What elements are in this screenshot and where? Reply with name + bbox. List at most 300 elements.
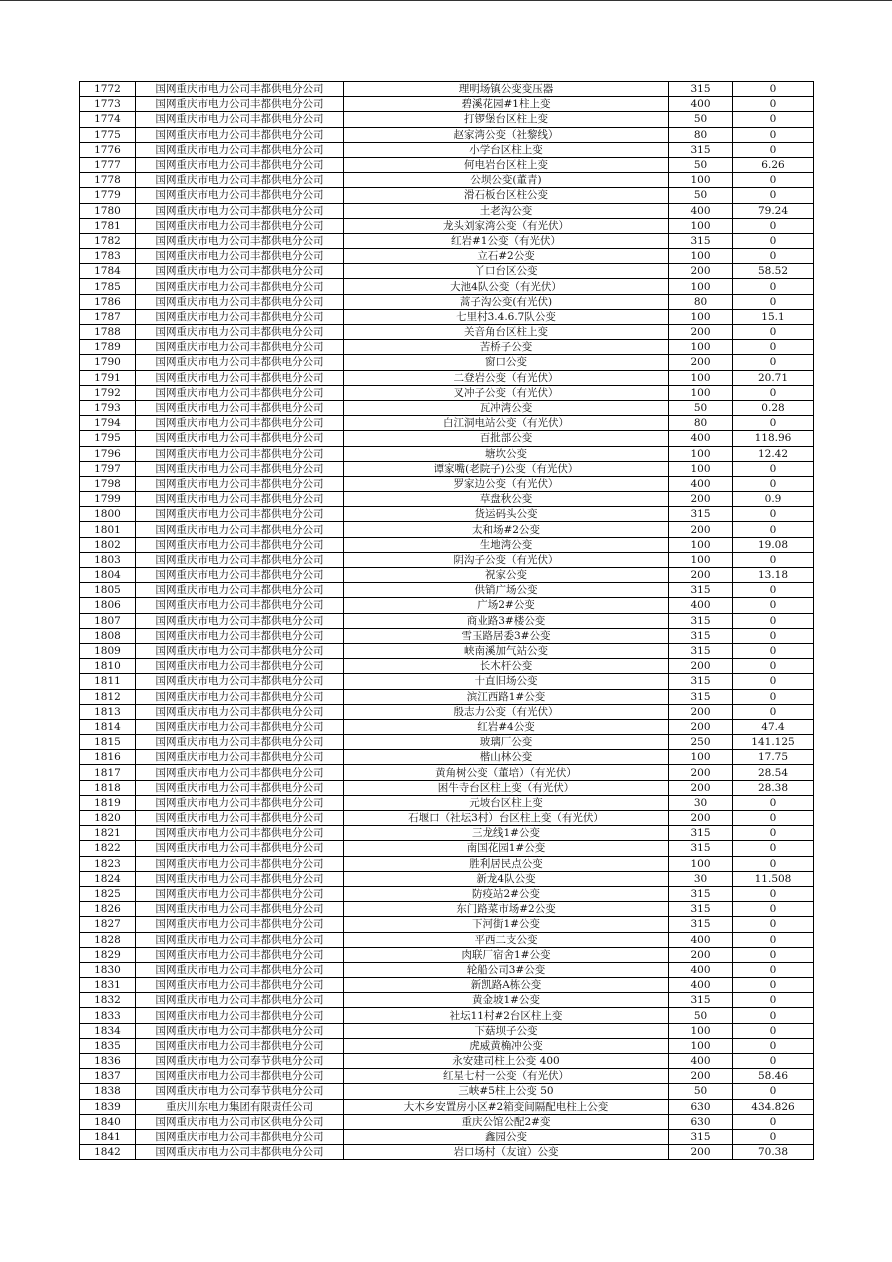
capacity-cell: 315: [669, 826, 733, 841]
row-number-cell: 1795: [80, 431, 136, 446]
capacity-cell: 50: [669, 157, 733, 172]
transformer-name-cell: 十直旧场公变: [344, 674, 669, 689]
transformer-name-cell: 打锣堡台区柱上变: [344, 112, 669, 127]
value-cell: 20.71: [733, 370, 814, 385]
value-cell: 0: [733, 598, 814, 613]
transformer-name-cell: 雪玉路居委3#公变: [344, 628, 669, 643]
row-number-cell: 1773: [80, 97, 136, 112]
table-row: [80, 568, 814, 583]
row-number-cell: 1830: [80, 962, 136, 977]
table-row: [80, 233, 814, 248]
value-cell: 0: [733, 294, 814, 309]
row-number-cell: 1783: [80, 249, 136, 264]
row-number-cell: 1774: [80, 112, 136, 127]
table-row: [80, 112, 814, 127]
capacity-cell: 315: [669, 917, 733, 932]
company-cell: 国网重庆市电力公司丰都供电分公司: [136, 309, 344, 324]
capacity-cell: 400: [669, 97, 733, 112]
transformer-name-cell: 大木乡安置房小区#2箱变间隔配电柱上公变: [344, 1099, 669, 1114]
value-cell: 0: [733, 476, 814, 491]
company-cell: 国网重庆市电力公司丰都供电分公司: [136, 188, 344, 203]
value-cell: 70.38: [733, 1145, 814, 1160]
row-number-cell: 1796: [80, 446, 136, 461]
value-cell: 13.18: [733, 568, 814, 583]
table-row: [80, 157, 814, 172]
capacity-cell: 80: [669, 416, 733, 431]
table-row: [80, 613, 814, 628]
company-cell: 国网重庆市电力公司丰都供电分公司: [136, 780, 344, 795]
value-cell: 0: [733, 947, 814, 962]
value-cell: 28.54: [733, 765, 814, 780]
capacity-cell: 50: [669, 1008, 733, 1023]
capacity-cell: 315: [669, 643, 733, 658]
row-number-cell: 1833: [80, 1008, 136, 1023]
transformer-name-cell: 永安建司柱上公变 400: [344, 1054, 669, 1069]
table-row: [80, 871, 814, 886]
capacity-cell: 80: [669, 294, 733, 309]
row-number-cell: 1785: [80, 279, 136, 294]
row-number-cell: 1832: [80, 993, 136, 1008]
capacity-cell: 200: [669, 719, 733, 734]
value-cell: 0: [733, 1114, 814, 1129]
table-row: [80, 264, 814, 279]
transformer-name-cell: 南国花园1#公变: [344, 841, 669, 856]
capacity-cell: 80: [669, 127, 733, 142]
table-row: [80, 780, 814, 795]
row-number-cell: 1837: [80, 1069, 136, 1084]
transformer-name-cell: 二登岩公变（有光伏）: [344, 370, 669, 385]
value-cell: 0: [733, 279, 814, 294]
row-number-cell: 1791: [80, 370, 136, 385]
value-cell: 0: [733, 962, 814, 977]
table-row: [80, 97, 814, 112]
transformer-name-cell: 供销广场公变: [344, 583, 669, 598]
company-cell: 国网重庆市电力公司丰都供电分公司: [136, 947, 344, 962]
company-cell: 国网重庆市电力公司市区供电分公司: [136, 1114, 344, 1129]
row-number-cell: 1821: [80, 826, 136, 841]
capacity-cell: 50: [669, 1084, 733, 1099]
capacity-cell: 100: [669, 173, 733, 188]
value-cell: 19.08: [733, 537, 814, 552]
table-row: [80, 795, 814, 810]
capacity-cell: 400: [669, 203, 733, 218]
value-cell: 0: [733, 856, 814, 871]
value-cell: 0: [733, 795, 814, 810]
value-cell: 0: [733, 1084, 814, 1099]
table-row: [80, 811, 814, 826]
table-row: [80, 400, 814, 415]
value-cell: 0.28: [733, 400, 814, 415]
value-cell: 0: [733, 82, 814, 97]
transformer-name-cell: 楷山林公变: [344, 750, 669, 765]
company-cell: 国网重庆市电力公司丰都供电分公司: [136, 826, 344, 841]
row-number-cell: 1825: [80, 886, 136, 901]
table-row: [80, 841, 814, 856]
transformer-name-cell: 叉冲子公变（有光伏）: [344, 385, 669, 400]
company-cell: 国网重庆市电力公司丰都供电分公司: [136, 795, 344, 810]
transformer-name-cell: 防疫站2#公变: [344, 886, 669, 901]
capacity-cell: 315: [669, 583, 733, 598]
capacity-cell: 315: [669, 902, 733, 917]
table-row: [80, 249, 814, 264]
row-number-cell: 1788: [80, 325, 136, 340]
value-cell: 0: [733, 811, 814, 826]
company-cell: 国网重庆市电力公司丰都供电分公司: [136, 112, 344, 127]
capacity-cell: 315: [669, 142, 733, 157]
company-cell: 国网重庆市电力公司丰都供电分公司: [136, 643, 344, 658]
transformer-name-cell: 白江洞电站公变（有光伏）: [344, 416, 669, 431]
company-cell: 重庆川东电力集团有限责任公司: [136, 1099, 344, 1114]
table-row: [80, 1069, 814, 1084]
company-cell: 国网重庆市电力公司丰都供电分公司: [136, 507, 344, 522]
transformer-name-cell: 东门路菜市场#2公变: [344, 902, 669, 917]
row-number-cell: 1775: [80, 127, 136, 142]
value-cell: 0: [733, 461, 814, 476]
row-number-cell: 1797: [80, 461, 136, 476]
company-cell: 国网重庆市电力公司奉节供电分公司: [136, 1054, 344, 1069]
capacity-cell: 315: [669, 507, 733, 522]
row-number-cell: 1781: [80, 218, 136, 233]
capacity-cell: 200: [669, 1069, 733, 1084]
value-cell: 0: [733, 1038, 814, 1053]
transformer-name-cell: 困牛寺台区柱上变（有光伏）: [344, 780, 669, 795]
capacity-cell: 100: [669, 1023, 733, 1038]
capacity-cell: 100: [669, 552, 733, 567]
row-number-cell: 1816: [80, 750, 136, 765]
value-cell: 0: [733, 583, 814, 598]
row-number-cell: 1784: [80, 264, 136, 279]
row-number-cell: 1794: [80, 416, 136, 431]
capacity-cell: 100: [669, 218, 733, 233]
company-cell: 国网重庆市电力公司丰都供电分公司: [136, 264, 344, 279]
company-cell: 国网重庆市电力公司丰都供电分公司: [136, 613, 344, 628]
value-cell: 0: [733, 689, 814, 704]
table-row: [80, 188, 814, 203]
company-cell: 国网重庆市电力公司丰都供电分公司: [136, 1038, 344, 1053]
transformer-name-cell: 三龙线1#公变: [344, 826, 669, 841]
table-row: [80, 446, 814, 461]
transformer-name-cell: 关音角台区柱上变: [344, 325, 669, 340]
table-row: [80, 552, 814, 567]
table-row: [80, 1008, 814, 1023]
transformer-name-cell: 新龙4队公变: [344, 871, 669, 886]
transformer-name-cell: 胜利居民点公变: [344, 856, 669, 871]
value-cell: 0: [733, 385, 814, 400]
value-cell: 17.75: [733, 750, 814, 765]
capacity-cell: 315: [669, 674, 733, 689]
transformer-name-cell: 红岩#1公变（有光伏）: [344, 233, 669, 248]
transformer-name-cell: 丫口台区公变: [344, 264, 669, 279]
company-cell: 国网重庆市电力公司丰都供电分公司: [136, 537, 344, 552]
table-row: [80, 82, 814, 97]
table-row: [80, 628, 814, 643]
table-row: [80, 947, 814, 962]
transformer-name-cell: 下河街1#公变: [344, 917, 669, 932]
row-number-cell: 1841: [80, 1129, 136, 1144]
transformer-name-cell: 滑石板台区柱公变: [344, 188, 669, 203]
row-number-cell: 1802: [80, 537, 136, 552]
capacity-cell: 30: [669, 871, 733, 886]
transformer-name-cell: 赵家湾公变（社黎线）: [344, 127, 669, 142]
transformer-name-cell: 鑫园公变: [344, 1129, 669, 1144]
transformer-name-cell: 瓦冲湾公变: [344, 400, 669, 415]
value-cell: 58.52: [733, 264, 814, 279]
row-number-cell: 1803: [80, 552, 136, 567]
capacity-cell: 315: [669, 628, 733, 643]
value-cell: 0: [733, 340, 814, 355]
table-body: [80, 82, 814, 1160]
capacity-cell: 100: [669, 249, 733, 264]
capacity-cell: 250: [669, 735, 733, 750]
capacity-cell: 100: [669, 309, 733, 324]
row-number-cell: 1822: [80, 841, 136, 856]
company-cell: 国网重庆市电力公司丰都供电分公司: [136, 1145, 344, 1160]
company-cell: 国网重庆市电力公司丰都供电分公司: [136, 416, 344, 431]
transformer-name-cell: 黄金坡1#公变: [344, 993, 669, 1008]
value-cell: 0: [733, 1129, 814, 1144]
capacity-cell: 200: [669, 568, 733, 583]
capacity-cell: 200: [669, 325, 733, 340]
table-row: [80, 416, 814, 431]
value-cell: 58.46: [733, 1069, 814, 1084]
table-row: [80, 598, 814, 613]
table-row: [80, 340, 814, 355]
capacity-cell: 200: [669, 659, 733, 674]
capacity-cell: 100: [669, 370, 733, 385]
company-cell: 国网重庆市电力公司丰都供电分公司: [136, 492, 344, 507]
value-cell: 28.38: [733, 780, 814, 795]
value-cell: 0: [733, 507, 814, 522]
capacity-cell: 100: [669, 537, 733, 552]
row-number-cell: 1827: [80, 917, 136, 932]
company-cell: 国网重庆市电力公司丰都供电分公司: [136, 476, 344, 491]
row-number-cell: 1840: [80, 1114, 136, 1129]
company-cell: 国网重庆市电力公司丰都供电分公司: [136, 97, 344, 112]
transformer-name-cell: 龙头刘家湾公变（有光伏）: [344, 218, 669, 233]
table-row: [80, 173, 814, 188]
transformer-name-cell: 塘坎公变: [344, 446, 669, 461]
value-cell: 0: [733, 978, 814, 993]
page-top-rule: [0, 0, 892, 1]
value-cell: 79.24: [733, 203, 814, 218]
row-number-cell: 1839: [80, 1099, 136, 1114]
transformer-name-cell: 何电岩台区柱上变: [344, 157, 669, 172]
value-cell: 434.826: [733, 1099, 814, 1114]
company-cell: 国网重庆市电力公司丰都供电分公司: [136, 522, 344, 537]
table-row: [80, 431, 814, 446]
company-cell: 国网重庆市电力公司丰都供电分公司: [136, 674, 344, 689]
value-cell: 0: [733, 917, 814, 932]
transformer-name-cell: 罗家边公变（有光伏）: [344, 476, 669, 491]
capacity-cell: 400: [669, 431, 733, 446]
table-row: [80, 674, 814, 689]
capacity-cell: 100: [669, 856, 733, 871]
company-cell: 国网重庆市电力公司丰都供电分公司: [136, 902, 344, 917]
value-cell: 47.4: [733, 719, 814, 734]
table-row: [80, 643, 814, 658]
transformer-name-cell: 小学台区柱上变: [344, 142, 669, 157]
company-cell: 国网重庆市电力公司丰都供电分公司: [136, 370, 344, 385]
capacity-cell: 400: [669, 476, 733, 491]
row-number-cell: 1807: [80, 613, 136, 628]
transformer-name-cell: 重庆公馆公配2#变: [344, 1114, 669, 1129]
table-row: [80, 218, 814, 233]
row-number-cell: 1800: [80, 507, 136, 522]
row-number-cell: 1782: [80, 233, 136, 248]
company-cell: 国网重庆市电力公司奉节供电分公司: [136, 1084, 344, 1099]
table-row: [80, 962, 814, 977]
capacity-cell: 200: [669, 765, 733, 780]
capacity-cell: 200: [669, 492, 733, 507]
company-cell: 国网重庆市电力公司丰都供电分公司: [136, 719, 344, 734]
capacity-cell: 100: [669, 385, 733, 400]
row-number-cell: 1820: [80, 811, 136, 826]
company-cell: 国网重庆市电力公司丰都供电分公司: [136, 142, 344, 157]
row-number-cell: 1793: [80, 400, 136, 415]
transformer-name-cell: 黄角树公变（董培）（有光伏）: [344, 765, 669, 780]
company-cell: 国网重庆市电力公司丰都供电分公司: [136, 1129, 344, 1144]
company-cell: 国网重庆市电力公司丰都供电分公司: [136, 856, 344, 871]
row-number-cell: 1811: [80, 674, 136, 689]
capacity-cell: 315: [669, 689, 733, 704]
row-number-cell: 1777: [80, 157, 136, 172]
company-cell: 国网重庆市电力公司丰都供电分公司: [136, 978, 344, 993]
company-cell: 国网重庆市电力公司丰都供电分公司: [136, 446, 344, 461]
row-number-cell: 1813: [80, 704, 136, 719]
company-cell: 国网重庆市电力公司丰都供电分公司: [136, 127, 344, 142]
company-cell: 国网重庆市电力公司丰都供电分公司: [136, 325, 344, 340]
company-cell: 国网重庆市电力公司丰都供电分公司: [136, 157, 344, 172]
table-row: [80, 492, 814, 507]
row-number-cell: 1808: [80, 628, 136, 643]
company-cell: 国网重庆市电力公司丰都供电分公司: [136, 233, 344, 248]
value-cell: 6.26: [733, 157, 814, 172]
row-number-cell: 1842: [80, 1145, 136, 1160]
value-cell: 0: [733, 552, 814, 567]
table-row: [80, 537, 814, 552]
capacity-cell: 315: [669, 613, 733, 628]
row-number-cell: 1805: [80, 583, 136, 598]
capacity-cell: 200: [669, 811, 733, 826]
value-cell: 0: [733, 932, 814, 947]
value-cell: 0: [733, 325, 814, 340]
table-row: [80, 689, 814, 704]
value-cell: 0: [733, 886, 814, 901]
row-number-cell: 1776: [80, 142, 136, 157]
company-cell: 国网重庆市电力公司丰都供电分公司: [136, 765, 344, 780]
company-cell: 国网重庆市电力公司丰都供电分公司: [136, 552, 344, 567]
value-cell: 0.9: [733, 492, 814, 507]
table-row: [80, 370, 814, 385]
table-row: [80, 932, 814, 947]
table-row: [80, 735, 814, 750]
capacity-cell: 400: [669, 1054, 733, 1069]
row-number-cell: 1815: [80, 735, 136, 750]
capacity-cell: 50: [669, 188, 733, 203]
value-cell: 0: [733, 112, 814, 127]
value-cell: 0: [733, 355, 814, 370]
row-number-cell: 1790: [80, 355, 136, 370]
row-number-cell: 1780: [80, 203, 136, 218]
table-row: [80, 917, 814, 932]
company-cell: 国网重庆市电力公司丰都供电分公司: [136, 598, 344, 613]
transformer-name-cell: 土老沟公变: [344, 203, 669, 218]
row-number-cell: 1772: [80, 82, 136, 97]
table-row: [80, 886, 814, 901]
company-cell: 国网重庆市电力公司丰都供电分公司: [136, 871, 344, 886]
table-row: [80, 826, 814, 841]
row-number-cell: 1838: [80, 1084, 136, 1099]
company-cell: 国网重庆市电力公司丰都供电分公司: [136, 218, 344, 233]
row-number-cell: 1829: [80, 947, 136, 962]
table-row: [80, 142, 814, 157]
row-number-cell: 1779: [80, 188, 136, 203]
transformer-name-cell: 谭家嘴(老院子)公变（有光伏）: [344, 461, 669, 476]
company-cell: 国网重庆市电力公司丰都供电分公司: [136, 750, 344, 765]
row-number-cell: 1789: [80, 340, 136, 355]
company-cell: 国网重庆市电力公司丰都供电分公司: [136, 993, 344, 1008]
capacity-cell: 200: [669, 522, 733, 537]
company-cell: 国网重庆市电力公司丰都供电分公司: [136, 82, 344, 97]
table-row: [80, 325, 814, 340]
value-cell: 0: [733, 1008, 814, 1023]
transformer-name-cell: 殷志力公变（有光伏）: [344, 704, 669, 719]
capacity-cell: 200: [669, 264, 733, 279]
capacity-cell: 100: [669, 750, 733, 765]
company-cell: 国网重庆市电力公司丰都供电分公司: [136, 568, 344, 583]
company-cell: 国网重庆市电力公司丰都供电分公司: [136, 461, 344, 476]
company-cell: 国网重庆市电力公司丰都供电分公司: [136, 431, 344, 446]
capacity-cell: 630: [669, 1099, 733, 1114]
table-row: [80, 522, 814, 537]
row-number-cell: 1818: [80, 780, 136, 795]
capacity-cell: 315: [669, 841, 733, 856]
value-cell: 12.42: [733, 446, 814, 461]
transformer-name-cell: 广场2#公变: [344, 598, 669, 613]
company-cell: 国网重庆市电力公司丰都供电分公司: [136, 400, 344, 415]
row-number-cell: 1806: [80, 598, 136, 613]
value-cell: 0: [733, 993, 814, 1008]
company-cell: 国网重庆市电力公司丰都供电分公司: [136, 203, 344, 218]
capacity-cell: 630: [669, 1114, 733, 1129]
transformer-name-cell: 滨江西路1#公变: [344, 689, 669, 704]
value-cell: 15.1: [733, 309, 814, 324]
row-number-cell: 1786: [80, 294, 136, 309]
row-number-cell: 1824: [80, 871, 136, 886]
table-row: [80, 902, 814, 917]
transformer-name-cell: 蒿子沟公变(有光伏): [344, 294, 669, 309]
company-cell: 国网重庆市电力公司丰都供电分公司: [136, 340, 344, 355]
transformer-name-cell: 七里村3.4.6.7队公变: [344, 309, 669, 324]
capacity-cell: 200: [669, 1145, 733, 1160]
transformer-name-cell: 立石#2公变: [344, 249, 669, 264]
row-number-cell: 1810: [80, 659, 136, 674]
table-row: [80, 461, 814, 476]
table-row: [80, 583, 814, 598]
capacity-cell: 100: [669, 279, 733, 294]
transformer-name-cell: 石堰口（社坛3村）台区柱上变（有光伏）: [344, 811, 669, 826]
table-row: [80, 507, 814, 522]
transformer-name-cell: 公坝公变(董青): [344, 173, 669, 188]
company-cell: 国网重庆市电力公司丰都供电分公司: [136, 583, 344, 598]
company-cell: 国网重庆市电力公司丰都供电分公司: [136, 841, 344, 856]
transformer-name-cell: 祝家公变: [344, 568, 669, 583]
transformer-name-cell: 货运码头公变: [344, 507, 669, 522]
value-cell: 118.96: [733, 431, 814, 446]
table-row: [80, 203, 814, 218]
value-cell: 141.125: [733, 735, 814, 750]
company-cell: 国网重庆市电力公司丰都供电分公司: [136, 917, 344, 932]
